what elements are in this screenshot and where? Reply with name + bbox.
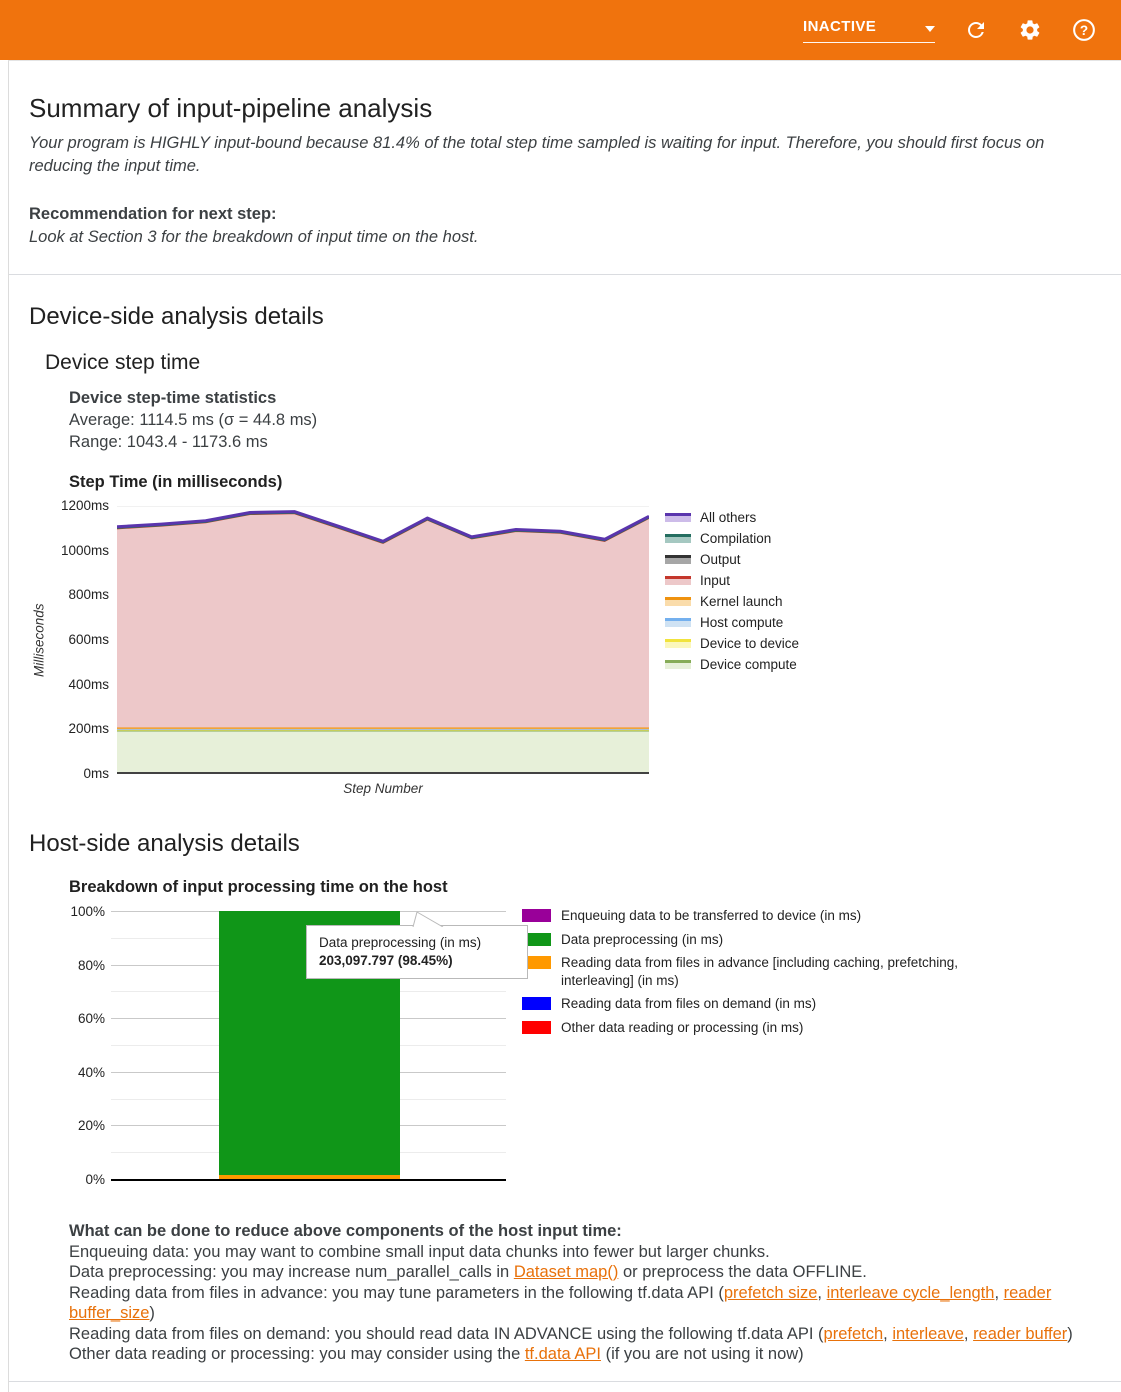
step-time-chart-title: Step Time (in milliseconds) [69,473,1091,492]
y-axis-tick: 1200ms [29,498,109,513]
tooltip-title: Data preprocessing (in ms) [319,935,515,950]
legend-swatch [665,660,691,669]
host-breakdown-row [69,905,1091,1205]
host-breakdown-title: Breakdown of input processing time on the host [69,878,1091,897]
legend-swatch [665,576,691,585]
advice-line: Enqueuing data: you may want to combine small input data chunks into fewer but larger chunks. [69,1242,1091,1263]
settings-button[interactable] [1017,17,1043,43]
stats-average: Average: 1114.5 ms (σ = 44.8 ms) [69,409,1091,431]
legend-swatch [665,639,691,648]
legend-label: Compilation [700,531,771,546]
advice-line: Other data reading or processing: you may consider using the tf.data API (if you are not using it now) [69,1344,1091,1365]
advice-link[interactable]: Dataset map() [514,1263,619,1281]
legend-label: Reading data from files in advance [including caching, prefetching, interleaving] (in ms) [561,954,962,989]
recommendation-label: Recommendation for next step: [29,205,1091,224]
stats-range: Range: 1043.4 - 1173.6 ms [69,431,1091,453]
y-axis-tick: 100% [69,904,105,919]
legend-item [665,633,799,654]
advice-link[interactable]: interleave [892,1325,964,1343]
legend-label: All others [700,510,756,525]
summary-body: Your program is HIGHLY input-bound because 81.4% of the total step time sampled is waiting for input. Therefore, you should first focus on reducing the input time. [29,132,1091,178]
advice-line: Data preprocessing: you may increase num_parallel_calls in Dataset map() or preprocess the data OFFLINE. [69,1262,1091,1283]
advice-line: Reading data from files in advance: you may tune parameters in the following tf.data API (prefetch size, interleave cycle_length, reader buffer_size) [69,1283,1091,1324]
help-icon [1071,17,1097,43]
legend-label: Kernel launch [700,594,783,609]
host-breakdown-legend [522,905,962,1205]
y-axis-tick: 400ms [29,677,109,692]
legend-label: Data preprocessing (in ms) [561,931,723,949]
recommendation-text: Look at Section 3 for the breakdown of input time on the host. [29,228,1091,247]
host-section [9,830,1121,1365]
run-status-label: INACTIVE [803,18,876,35]
legend-swatch [522,1021,551,1034]
y-axis-tick: 60% [69,1011,105,1026]
host-breakdown-chart [69,905,506,1205]
legend-item [665,507,799,528]
y-axis-tick: 200ms [29,721,109,736]
legend-item [665,612,799,633]
caret-down-icon [925,26,935,32]
section-divider [9,274,1121,275]
advice-link[interactable]: reader buffer_size [69,1284,1051,1323]
step-time-plot [117,506,649,774]
svg-text:?: ? [1080,23,1088,38]
refresh-button[interactable] [963,17,989,43]
y-axis-tick: 1000ms [29,543,109,558]
legend-item [522,1019,962,1037]
run-status-dropdown[interactable] [803,18,935,43]
legend-label: Reading data from files on demand (in ms) [561,995,816,1013]
bottom-divider [9,1381,1121,1392]
app-toolbar [0,0,1121,60]
legend-swatch [522,909,551,922]
y-axis-tick: 600ms [29,632,109,647]
legend-label: Device to device [700,636,799,651]
legend-swatch [665,534,691,543]
stats-title: Device step-time statistics [69,387,1091,409]
advice-line: Reading data from files on demand: you should read data IN ADVANCE using the following tf.data API (prefetch, interleave, reader buffer) [69,1324,1091,1345]
x-axis-title: Step Number [117,781,649,796]
y-axis-tick: 800ms [29,587,109,602]
legend-item [665,654,799,675]
y-axis-tick: 20% [69,1118,105,1133]
device-step-chart [29,500,649,802]
legend-item [665,591,799,612]
device-step-legend [665,500,799,802]
device-section-title: Device-side analysis details [29,303,1091,331]
device-step-stats [69,387,1091,453]
advice-link[interactable]: interleave cycle_length [827,1284,995,1302]
legend-item [522,907,962,925]
legend-item [522,995,962,1013]
advice-block [69,1221,1091,1365]
legend-label: Output [700,552,741,567]
legend-swatch [665,597,691,606]
advice-link[interactable]: reader buffer [973,1325,1067,1343]
refresh-icon [964,18,988,42]
legend-label: Input [700,573,730,588]
gear-icon [1018,18,1042,42]
legend-swatch [665,513,691,522]
help-button[interactable] [1071,17,1097,43]
y-axis-title: Milliseconds [29,506,49,774]
legend-label: Host compute [700,615,783,630]
y-axis-tick: 80% [69,958,105,973]
legend-swatch [665,618,691,627]
y-axis-tick: 0% [69,1172,105,1187]
advice-link[interactable]: prefetch [824,1325,884,1343]
legend-label: Enqueuing data to be transferred to device (in ms) [561,907,861,925]
device-step-time-title: Device step time [45,351,1091,375]
advice-lines [69,1242,1091,1365]
step-time-chart-row [29,500,1091,802]
analysis-card [8,60,1121,1392]
summary-title: Summary of input-pipeline analysis [29,93,1091,124]
legend-label: Device compute [700,657,797,672]
chart-tooltip [306,925,528,979]
y-axis-tick: 40% [69,1065,105,1080]
legend-item [665,528,799,549]
legend-item [522,954,962,989]
legend-item [522,931,962,949]
legend-item [665,549,799,570]
tooltip-value: 203,097.797 (98.45%) [319,953,515,968]
host-section-title: Host-side analysis details [29,830,1091,858]
advice-link[interactable]: tf.data API [525,1345,601,1363]
legend-swatch [665,555,691,564]
bar-segment[interactable] [219,1175,400,1179]
advice-link[interactable]: prefetch size [724,1284,818,1302]
summary-section [9,93,1121,247]
legend-item [665,570,799,591]
tooltip-callout [399,911,459,927]
legend-label: Other data reading or processing (in ms) [561,1019,803,1037]
y-axis-tick: 0ms [29,766,109,781]
host-breakdown-plot [111,913,506,1181]
device-section [9,303,1121,802]
advice-heading: What can be done to reduce above components of the host input time: [69,1221,1091,1242]
legend-swatch [522,997,551,1010]
